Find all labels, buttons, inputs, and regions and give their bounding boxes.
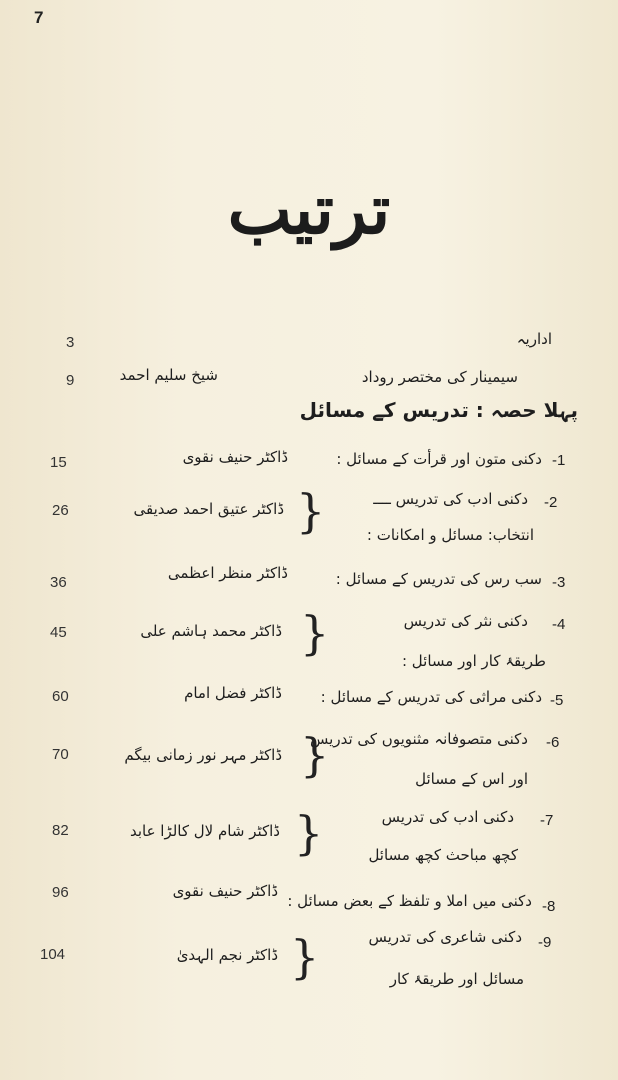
entry-index: -7 [540,812,554,829]
entry-title: دکنی مراثی کی تدریس کے مسائل : [320,688,542,706]
entry-title-line: مسائل اور طریقۂ کار [389,970,524,988]
entry-page-number: 26 [52,502,69,519]
entry-title-line: طریقۂ کار اور مسائل : [401,652,546,670]
entry-page-number: 82 [52,822,69,839]
page-title: ترتیب [227,170,391,250]
brace-glyph: } [294,806,324,860]
entry-page-number: 9 [66,372,75,389]
entry-title: سیمینار کی مختصر روداد [361,368,518,386]
entry-author: ڈاکٹر مہر نور زمانی بیگم [124,746,282,764]
entry-author: ڈاکٹر منظر اعظمی [167,564,288,582]
entry-title: دکنی متون اور قرأت کے مسائل : [336,450,542,468]
entry-title: سب رس کی تدریس کے مسائل : [335,570,542,588]
brace-glyph: } [300,606,330,660]
entry-title-line: دکنی نثر کی تدریس [403,612,528,630]
entry-title-line: اور اس کے مسائل [415,770,528,788]
entry-page-number: 96 [52,884,69,901]
entry-title-line: کچھ مباحث کچھ مسائل [368,846,518,864]
entry-title-line: دکنی ادب کی تدریس ــــ [373,490,528,508]
entry-page-number: 60 [52,688,69,705]
brace-glyph: } [296,484,326,538]
entry-title-line: انتخاب: مسائل و امکانات : [366,526,534,544]
entry-author: ڈاکٹر فضل امام [184,684,282,702]
entry-author: ڈاکٹر محمد ہاشم علی [140,622,282,640]
entry-page-number: 70 [52,746,69,763]
entry-index: -6 [546,734,560,751]
entry-author: ڈاکٹر شام لال کالڑا عابد [129,822,280,840]
entry-page-number: 45 [50,624,67,641]
entry-author: ڈاکٹر حنیف نقوی [182,448,288,466]
entry-author: ڈاکٹر نجم الہدیٰ [176,946,278,964]
entry-title-line: دکنی ادب کی تدریس [381,808,514,826]
entry-index: -3 [552,574,566,591]
entry-page-number: 3 [66,334,75,351]
entry-index: -5 [550,692,564,709]
brace-glyph: } [300,728,330,782]
entry-author: ڈاکٹر عتیق احمد صدیقی [133,500,284,518]
section-heading: پہلا حصہ : تدریس کے مسائل [299,398,578,422]
entry-index: -4 [552,616,566,633]
entry-title: دکنی میں املا و تلفظ کے بعض مسائل : [287,892,532,910]
page-number: 7 [34,8,44,27]
entry-page-number: 104 [40,946,66,963]
brace-glyph: } [290,930,320,984]
entry-index: -1 [552,452,566,469]
entry-author: ڈاکٹر حنیف نقوی [172,882,278,900]
entry-title-line: دکنی متصوفانہ مثنویوں کی تدریس [310,730,528,748]
entry-index: -2 [544,494,558,511]
entry-page-number: 15 [50,454,67,471]
entry-index: -8 [542,898,556,915]
entry-author: شیخ سلیم احمد [119,366,218,384]
entry-title-line: دکنی شاعری کی تدریس [368,928,522,946]
entry-page-number: 36 [50,574,67,591]
entry-title: اداریہ [516,330,552,348]
entry-index: -9 [538,934,552,951]
